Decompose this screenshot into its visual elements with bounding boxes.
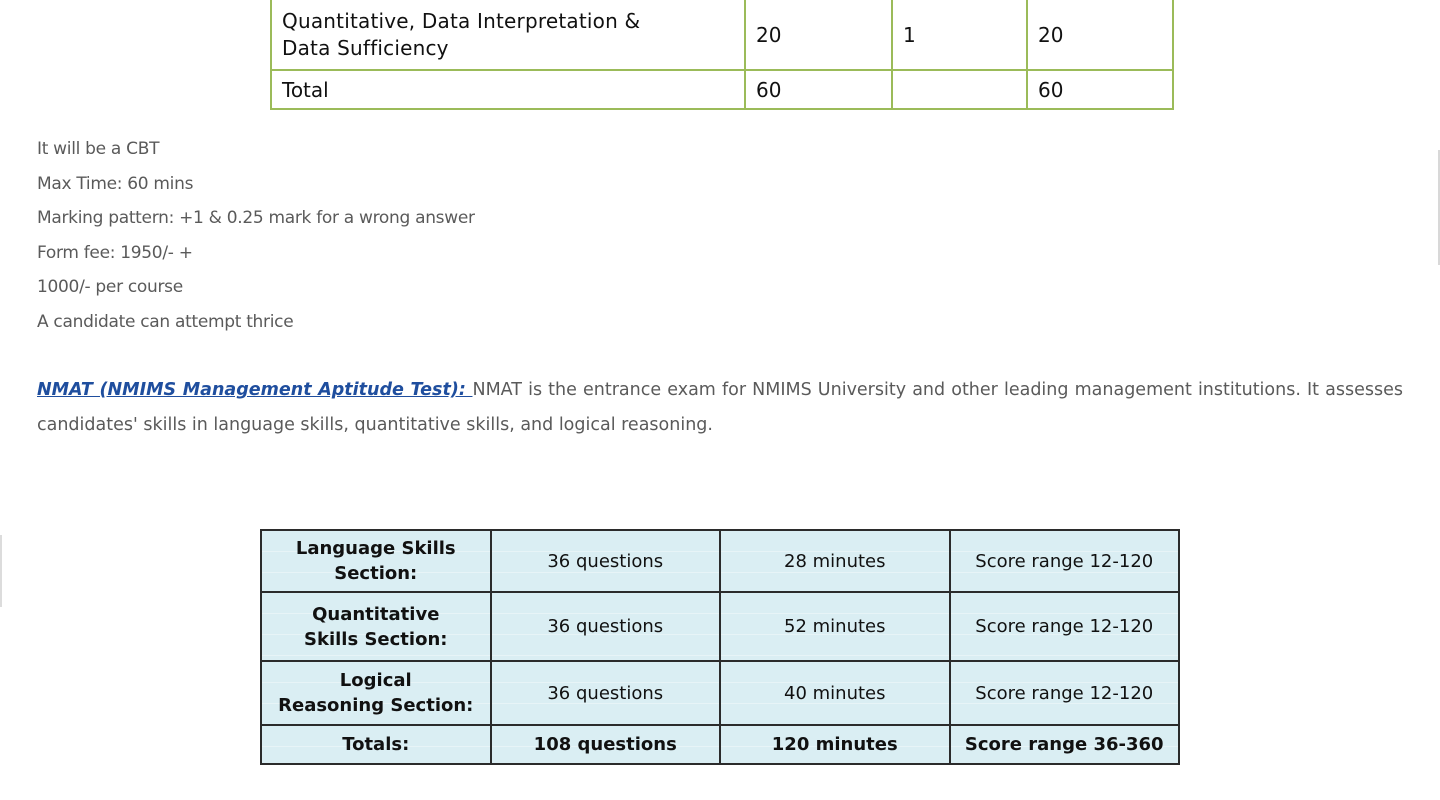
section-cell: Quantitative Skills Section: — [261, 592, 491, 661]
score-cell: Score range 36-360 — [950, 725, 1180, 764]
list-item: It will be a CBT — [37, 139, 160, 159]
questions-cell: 36 questions — [491, 661, 721, 725]
total-marks-cell: 60 — [1027, 70, 1173, 109]
exam-info-list — [37, 136, 475, 343]
exam-pattern-table — [270, 0, 1174, 110]
list-item: A candidate can attempt thrice — [37, 311, 294, 332]
score-cell: Score range 12-120 — [950, 661, 1180, 725]
table-row — [261, 725, 1179, 764]
nmat-sections-table — [260, 529, 1180, 765]
questions-cell: 20 — [745, 0, 892, 70]
time-cell: 40 minutes — [720, 661, 950, 725]
nmat-paragraph — [37, 373, 1403, 443]
time-cell: 28 minutes — [720, 530, 950, 592]
section-cell: Totals: — [261, 725, 491, 764]
list-item: Form fee: 1950/- + — [37, 242, 193, 263]
time-cell: 120 minutes — [720, 725, 950, 764]
questions-cell: 60 — [745, 70, 892, 109]
list-item: Marking pattern: +1 & 0.25 mark for a wrong answer — [37, 208, 475, 228]
table-row — [261, 661, 1179, 725]
section-cell: Quantitative, Data Interpretation & Data Sufficiency — [271, 0, 745, 70]
table-row — [271, 0, 1173, 70]
table-row — [271, 70, 1173, 109]
list-item: Max Time: 60 mins — [37, 173, 194, 194]
section-cell: Language Skills Section: — [261, 530, 491, 592]
nmat-link[interactable]: NMAT (NMIMS Management Aptitude Test): — [37, 380, 473, 400]
list-item: 1000/- per course — [37, 277, 183, 297]
time-cell: 52 minutes — [720, 592, 950, 661]
page-edge-mark — [0, 535, 2, 607]
nmat-description: NMAT is the entrance exam for NMIMS University and other leading management institutions. It assesses — [472, 380, 1403, 400]
section-cell: Logical Reasoning Section: — [261, 661, 491, 725]
questions-cell: 108 questions — [491, 725, 721, 764]
marks-cell: 1 — [892, 0, 1027, 70]
nmat-paragraph-line — [37, 373, 1403, 408]
table-row — [261, 592, 1179, 661]
nmat-description-continued: candidates' skills in language skills, quantitative skills, and logical reasoning. — [37, 415, 713, 435]
section-cell: Total — [271, 70, 745, 109]
questions-cell: 36 questions — [491, 592, 721, 661]
marks-cell — [892, 70, 1027, 109]
score-cell: Score range 12-120 — [950, 592, 1180, 661]
total-marks-cell: 20 — [1027, 0, 1173, 70]
table-row — [261, 530, 1179, 592]
score-cell: Score range 12-120 — [950, 530, 1180, 592]
questions-cell: 36 questions — [491, 530, 721, 592]
